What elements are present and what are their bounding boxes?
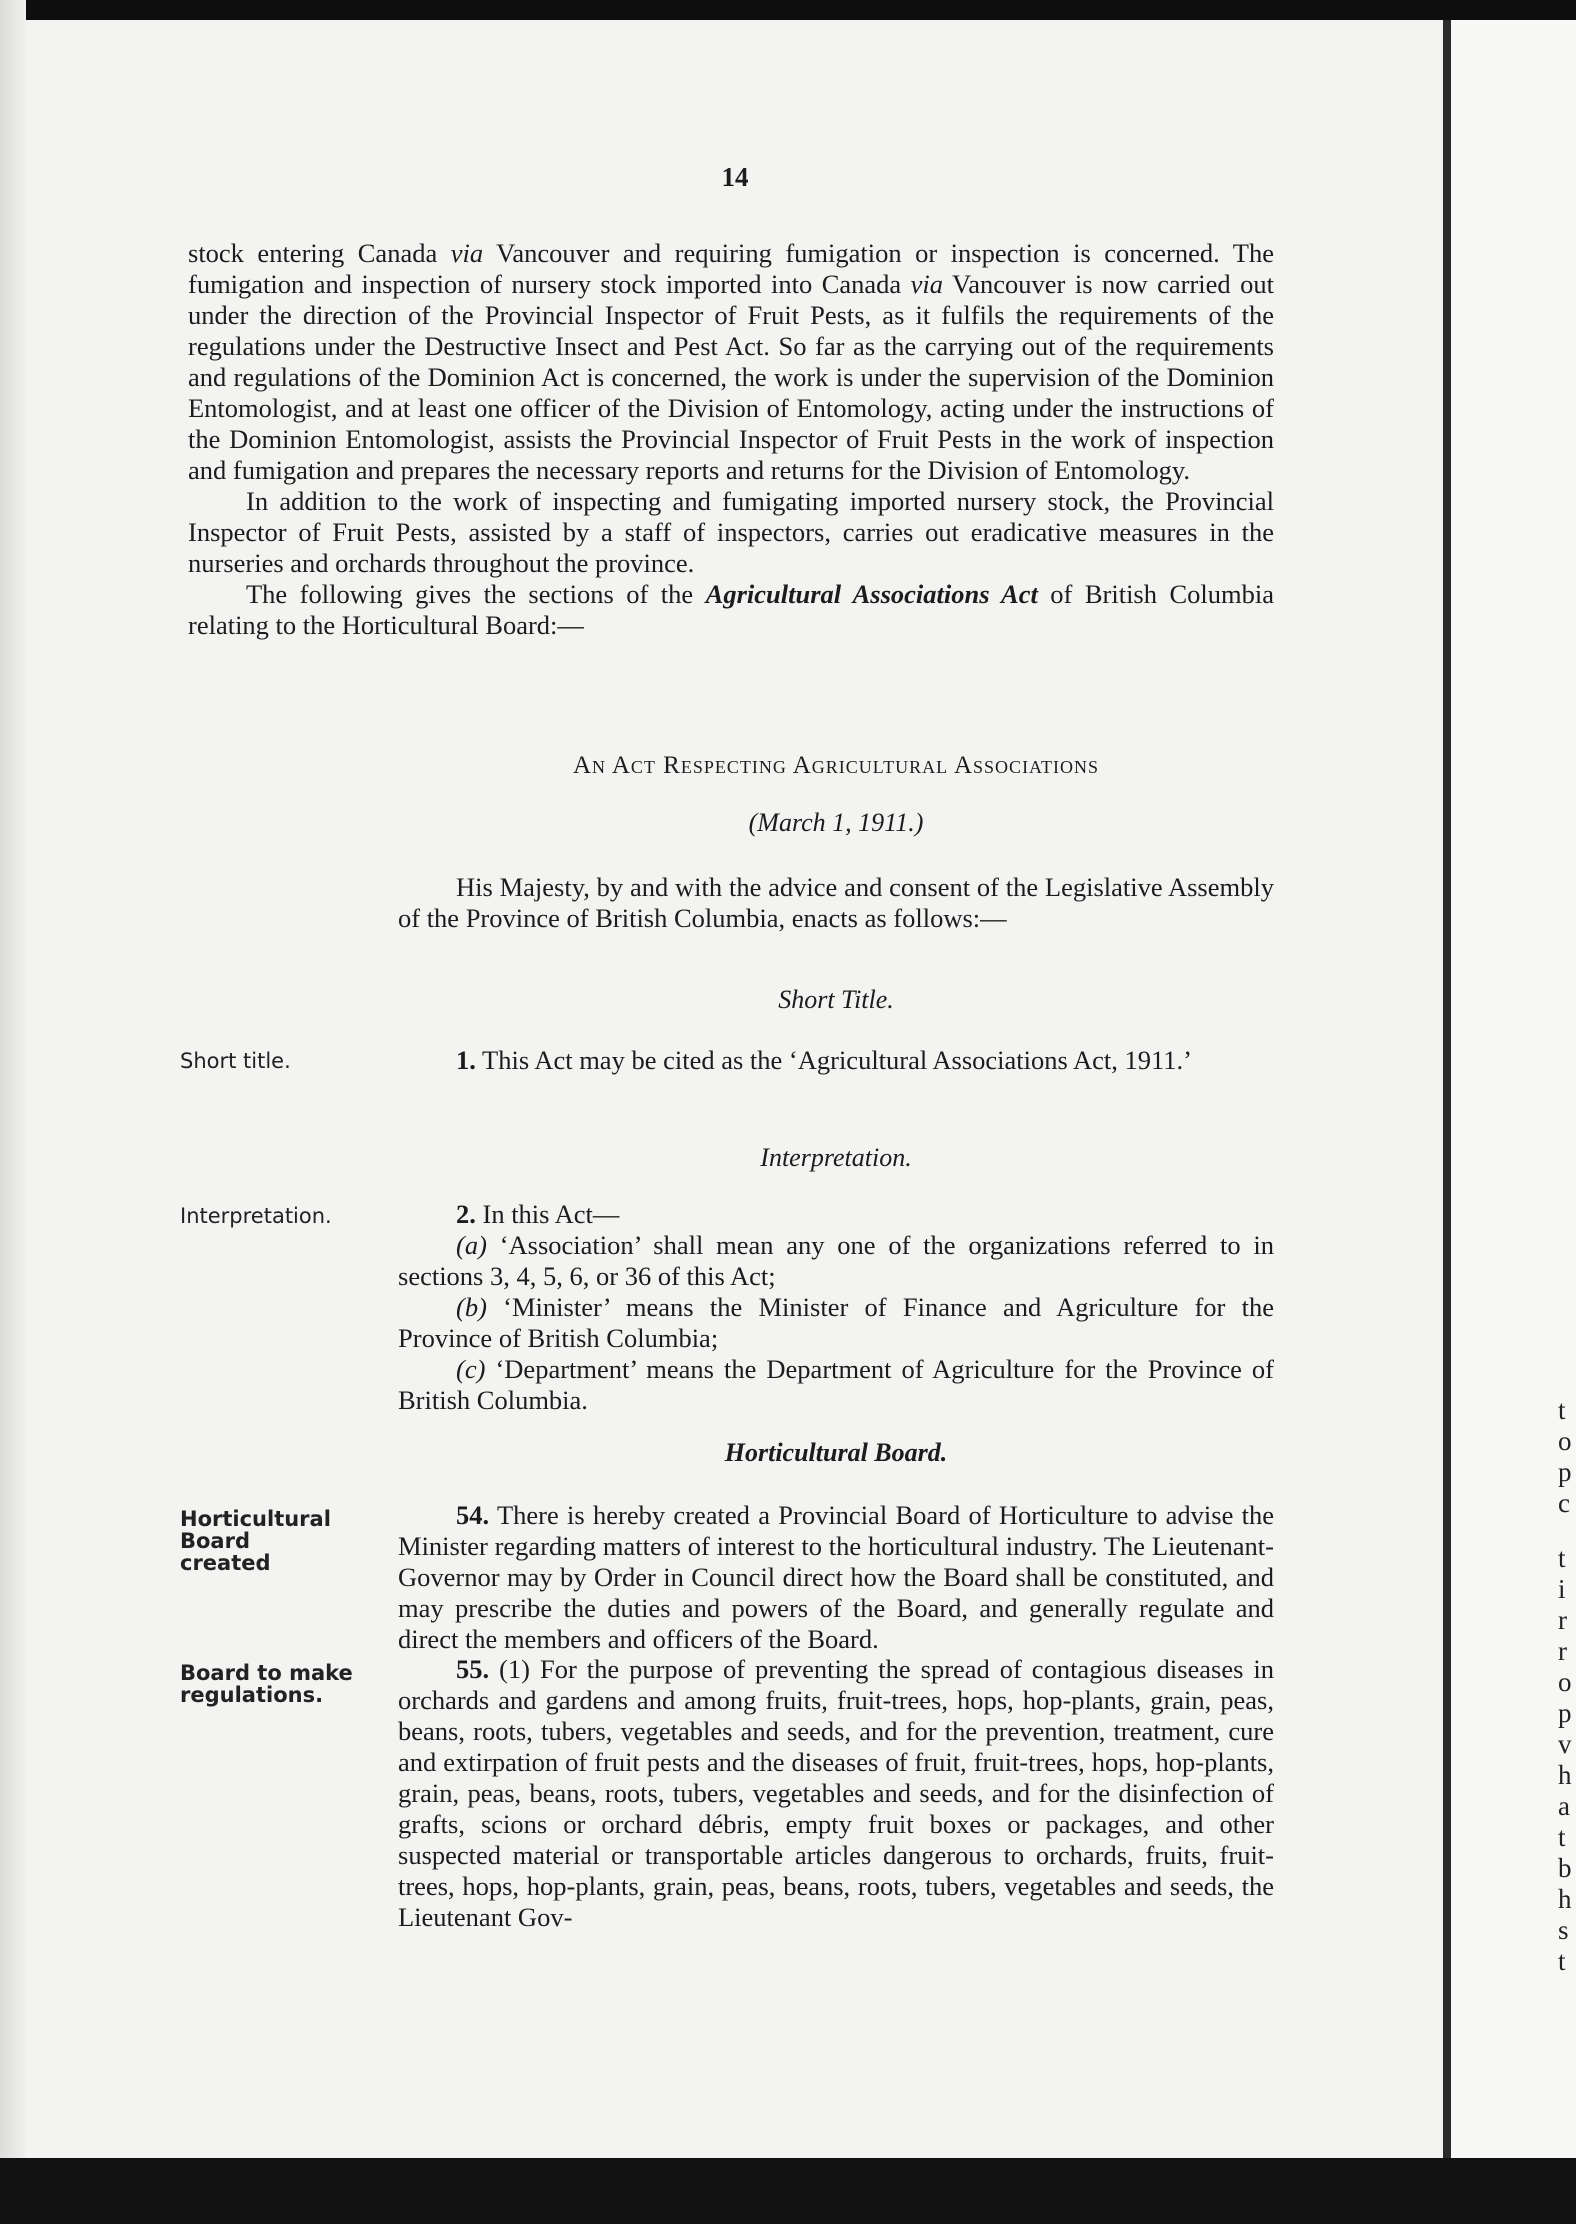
- adjacent-page-letter: p: [1558, 1698, 1572, 1728]
- section-2-text: In this Act—: [482, 1199, 620, 1229]
- adjacent-page-letter: h: [1558, 1760, 1572, 1790]
- adjacent-page-letter: t: [1558, 1822, 1566, 1852]
- scan-left-edge: [0, 0, 26, 2224]
- margin-note-short-title: Short title.: [180, 1049, 291, 1073]
- page-number: 14: [721, 162, 749, 192]
- adjacent-page-letter: v: [1558, 1729, 1572, 1759]
- section-1: [398, 1045, 1274, 1076]
- adjacent-page-letter: a: [1558, 1791, 1570, 1821]
- section-55-text: For the purpose of preventing the spread of contagious diseases in orchards and gardens and among fruits, fruit-trees, hops, hop-plants, grain, peas, beans, roots, tubers, vegetables and seeds, and for the prevention, treatment, cure and extirpation of fruit pests and the diseases of fruit, fruit-trees, hops, hop-plants, grain, peas, beans, roots, tubers, vegetables and seeds, and for the disinfection of grafts, scions or orchard débris, empty fruit boxes or packages, and other suspected material or transportable articles dangerous to orchards, fruits, fruit-trees, hops, hop-plants, grain, peas, beans, roots, tubers, vegetables and seeds, the Lieutenant Gov-: [398, 1654, 1274, 1932]
- clause-c-label: (c): [456, 1354, 486, 1384]
- adjacent-page-fragments: [1558, 0, 1576, 2224]
- section-54: [398, 1500, 1274, 1655]
- book-gutter: [1443, 20, 1451, 2160]
- adjacent-page-letter: t: [1558, 1543, 1566, 1573]
- adjacent-page-letter: o: [1558, 1426, 1572, 1456]
- section-55-subsection: (1): [499, 1654, 530, 1684]
- adjacent-page-letter: i: [1558, 1574, 1566, 1604]
- clause-c-text: ‘Department’ means the Department of Agriculture for the Province of British Columbia.: [398, 1354, 1275, 1415]
- clause-a-text: ‘Association’ shall mean any one of the organizations referred to in sections 3, 4, 5, 6, or 36 of this Act;: [398, 1230, 1275, 1291]
- heading-interpretation: Interpretation.: [760, 1143, 912, 1172]
- intro-paragraph-3: The following gives the sections of the Agricultural Associations Act of British Columbia relating to the Horticultural Board:—: [188, 579, 1274, 640]
- adjacent-page-letter: r: [1558, 1636, 1567, 1666]
- clause-b-text: ‘Minister’ means the Minister of Finance and Agriculture for the Province of British Columbia;: [398, 1292, 1275, 1353]
- section-1-number: 1.: [456, 1045, 476, 1075]
- adjacent-page-letter: t: [1558, 1395, 1566, 1425]
- intro-paragraph-2: In addition to the work of inspecting and fumigating imported nursery stock, the Provincial Inspector of Fruit Pests, assisted by a staff of inspectors, carries out eradicative measures in the nurseries and orchards throughout the province.: [188, 486, 1274, 578]
- section-55-number: 55.: [456, 1654, 490, 1684]
- act-date: (March 1, 1911.): [748, 808, 924, 837]
- enacting-clause: His Majesty, by and with the advice and consent of the Legislative Assembly of the Province of British Columbia, enacts as follows:—: [398, 872, 1274, 933]
- adjacent-page-letter: o: [1558, 1667, 1572, 1697]
- margin-note-board-created: Horticultural Board created: [180, 1507, 331, 1575]
- adjacent-page-letter: b: [1558, 1853, 1572, 1883]
- adjacent-page-letter: p: [1558, 1457, 1572, 1487]
- section-54-text: There is hereby created a Provincial Board of Horticulture to advise the Minister regarding matters of interest to the horticultural industry. The Lieutenant-Governor may by Order in Council direct how the Board shall be constituted, and may prescribe the duties and powers of the Board, and generally regulate and direct the members and officers of the Board.: [398, 1500, 1274, 1654]
- scan-bottom-border: [0, 2158, 1576, 2224]
- section-2: [398, 1199, 1274, 1416]
- heading-horticultural-board: Horticultural Board.: [724, 1438, 948, 1467]
- section-1-text: This Act may be cited as the ‘Agricultural Associations Act, 1911.’: [482, 1045, 1192, 1075]
- adjacent-page-letter: r: [1558, 1605, 1567, 1635]
- margin-note-board-regulations: Board to make regulations.: [180, 1661, 353, 1707]
- adjacent-page-letter: h: [1558, 1884, 1572, 1914]
- adjacent-page-letter: c: [1558, 1488, 1570, 1518]
- intro-text: [188, 238, 1274, 641]
- section-2-number: 2.: [456, 1199, 476, 1229]
- adjacent-page-letter: s: [1558, 1915, 1569, 1945]
- section-54-number: 54.: [456, 1500, 490, 1530]
- clause-b-label: (b): [456, 1292, 487, 1322]
- intro-paragraph-1: stock entering Canada via Vancouver and requiring fumigation or inspection is concerned. The fumigation and inspection of nursery stock imported into Canada via Vancouver is now carried out under the direction of the Provincial Inspector of Fruit Pests, as it fulfils the requirements of the regulations under the Destructive Insect and Pest Act. So far as the carrying out of the requirements and regulations of the Dominion Act is concerned, the work is under the supervision of the Dominion Entomologist, and at least one officer of the Division of Entomology, acting under the instructions of the Dominion Entomologist, assists the Provincial Inspector of Fruit Pests in the work of inspection and fumigation and prepares the necessary reports and returns for the Division of Entomology.: [188, 238, 1274, 485]
- margin-note-interpretation: Interpretation.: [180, 1204, 332, 1228]
- act-title: An Act Respecting Agricultural Associations: [572, 752, 1100, 779]
- section-55: [398, 1654, 1274, 1933]
- adjacent-page-letter: t: [1558, 1946, 1566, 1976]
- heading-short-title: Short Title.: [778, 985, 894, 1014]
- clause-a-label: (a): [456, 1230, 487, 1260]
- scan-top-border: [0, 0, 1576, 20]
